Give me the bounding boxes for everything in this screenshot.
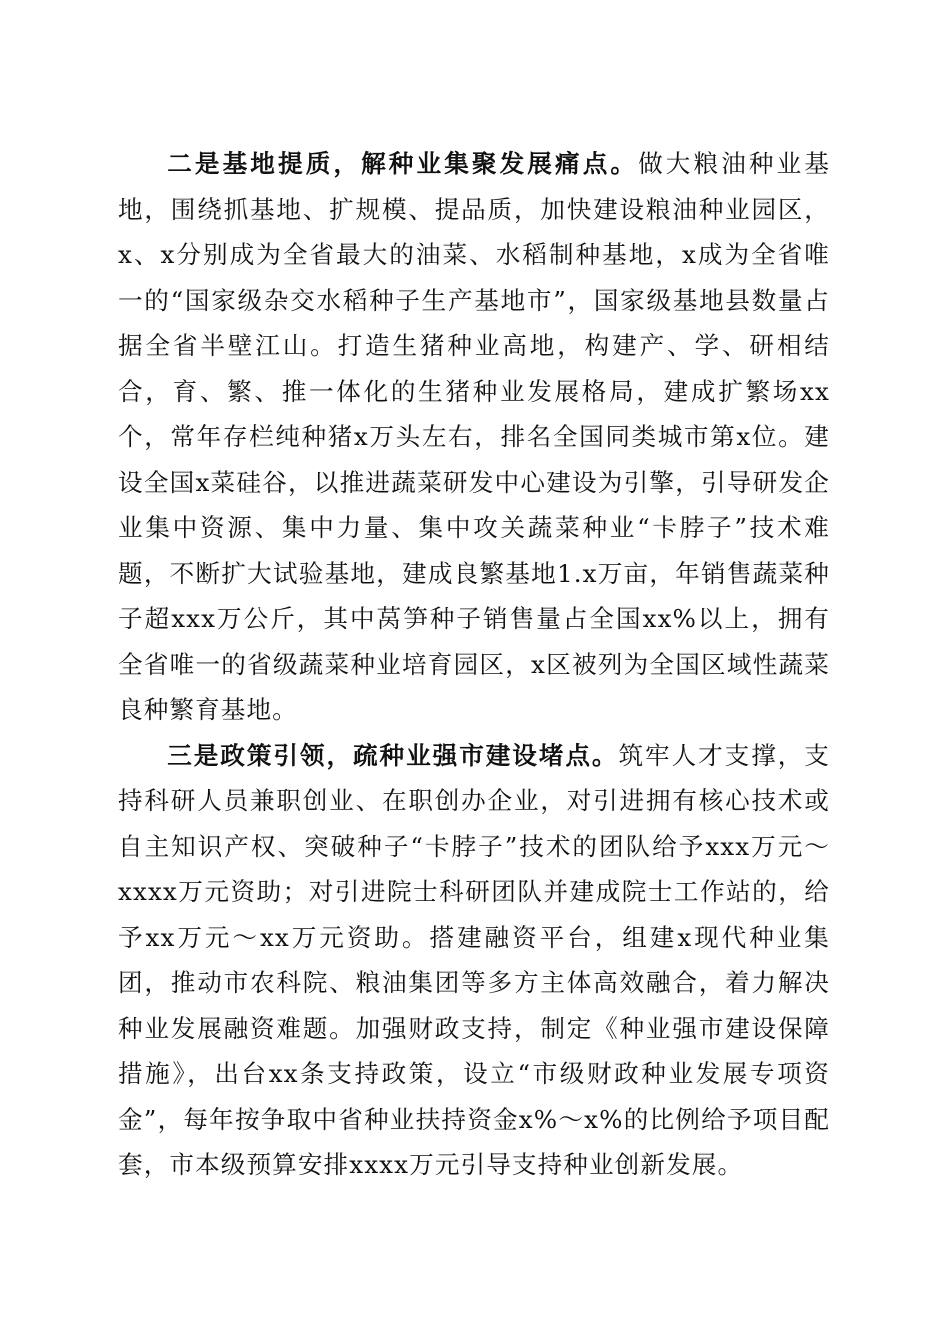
paragraph-base-quality: [118, 141, 830, 733]
paragraph-policy-guidance: [118, 733, 830, 1188]
paragraph-text: 做大粮油种业基地，围绕抓基地、扩规模、提品质，加快建设粮油种业园区，x、x分别成为全省最大的油菜、水稻制种基地，x成为全省唯一的“国家级杂交水稻种子生产基地市”，国家级基地县数量占据全省半壁江山。打造生猪种业高地，构建产、学、研相结合，育、繁、推一体化的生猪种业发展格局，建成扩繁场xx个，常年存栏纯种猪x万头左右，排名全国同类城市第x位。建设全国x菜硅谷，以推进蔬菜研发中心建设为引擎，引导研发企业集中资源、集中力量、集中攻关蔬菜种业“卡脖子”技术难题，不断扩大试验基地，建成良繁基地1.x万亩，年销售蔬菜种子超xxx万公斤，其中莴笋种子销售量占全国xx%以上，拥有全省唯一的省级蔬菜种业培育园区，x区被列为全国区域性蔬菜良种繁育基地。: [118, 149, 831, 724]
paragraph-lead: 三是政策引领，疏种业强市建设堵点。: [167, 740, 619, 770]
paragraph-lead: 二是基地提质，解种业集聚发展痛点。: [167, 149, 639, 178]
document-body: [118, 141, 830, 1188]
paragraph-text: 筑牢人才支撑，支持科研人员兼职创业、在职创办企业，对引进拥有核心技术或自主知识产权、突破种子“卡脖子”技术的团队给予xxx万元～xxxx万元资助；对引进院士科研团队并建成院士工作站的，给予xx万元～xx万元资助。搭建融资平台，组建x现代种业集团，推动市农科院、粮油集团等多方主体高效融合，着力解决种业发展融资难题。加强财政支持，制定《种业强市建设保障措施》，出台xx条支持政策，设立“市级财政种业发展专项资金”，每年按争取中省种业扶持资金x%～x%的比例给予项目配套，市本级预算安排xxxx万元引导支持种业创新发展。: [118, 740, 831, 1179]
